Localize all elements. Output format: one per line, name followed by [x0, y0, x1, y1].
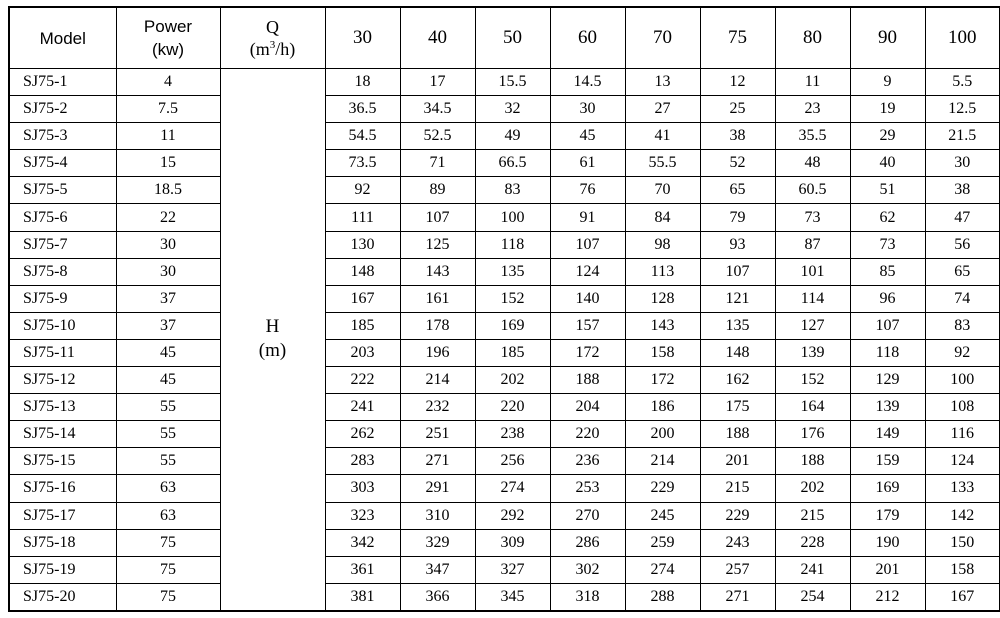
model-cell: SJ75-14 — [9, 421, 116, 448]
head-value-cell: 222 — [325, 367, 400, 394]
power-cell: 37 — [116, 285, 220, 312]
head-value-cell: 251 — [400, 421, 475, 448]
flow-unit-exponent: 3 — [269, 39, 276, 51]
head-value-cell: 108 — [925, 394, 1000, 421]
head-value-cell: 32 — [475, 96, 550, 123]
head-value-cell: 176 — [775, 421, 850, 448]
head-label-cell — [220, 69, 325, 611]
flow-value-header: 90 — [850, 7, 925, 69]
head-value-cell: 118 — [475, 231, 550, 258]
model-cell: SJ75-20 — [9, 583, 116, 611]
head-value-cell: 201 — [700, 448, 775, 475]
flow-value-header: 50 — [475, 7, 550, 69]
table-row — [9, 448, 1000, 475]
table-row — [9, 258, 1000, 285]
model-cell: SJ75-17 — [9, 502, 116, 529]
head-value-cell: 172 — [625, 367, 700, 394]
head-value-cell: 84 — [625, 204, 700, 231]
power-header-label: Power — [143, 17, 193, 36]
table-row — [9, 285, 1000, 312]
head-value-cell: 45 — [550, 123, 625, 150]
flow-unit-suffix: /h) — [275, 39, 296, 59]
head-value-cell: 48 — [775, 150, 850, 177]
flow-header-unit — [221, 38, 325, 60]
head-value-cell: 96 — [850, 285, 925, 312]
power-cell: 4 — [116, 69, 220, 96]
power-cell: 63 — [116, 502, 220, 529]
head-value-cell: 188 — [775, 448, 850, 475]
power-cell: 22 — [116, 204, 220, 231]
head-value-cell: 111 — [325, 204, 400, 231]
head-value-cell: 121 — [700, 285, 775, 312]
head-value-cell: 15.5 — [475, 69, 550, 96]
head-value-cell: 178 — [400, 312, 475, 339]
head-value-cell: 188 — [550, 367, 625, 394]
flow-header-label: Q — [266, 17, 279, 37]
head-value-cell: 214 — [400, 367, 475, 394]
power-cell: 30 — [116, 258, 220, 285]
head-value-cell: 9 — [850, 69, 925, 96]
head-value-cell: 14.5 — [550, 69, 625, 96]
flow-value-header: 70 — [625, 7, 700, 69]
head-value-cell: 204 — [550, 394, 625, 421]
power-cell: 55 — [116, 421, 220, 448]
head-value-cell: 158 — [925, 556, 1000, 583]
head-value-cell: 271 — [400, 448, 475, 475]
head-value-cell: 143 — [625, 312, 700, 339]
head-value-cell: 107 — [550, 231, 625, 258]
head-value-cell: 270 — [550, 502, 625, 529]
head-value-cell: 52 — [700, 150, 775, 177]
head-value-cell: 309 — [475, 529, 550, 556]
model-cell: SJ75-7 — [9, 231, 116, 258]
head-value-cell: 66.5 — [475, 150, 550, 177]
head-value-cell: 366 — [400, 583, 475, 611]
head-value-cell: 36.5 — [325, 96, 400, 123]
model-cell: SJ75-1 — [9, 69, 116, 96]
table-row — [9, 123, 1000, 150]
head-value-cell: 241 — [325, 394, 400, 421]
head-value-cell: 228 — [775, 529, 850, 556]
head-value-cell: 100 — [925, 367, 1000, 394]
head-value-cell: 30 — [925, 150, 1000, 177]
head-value-cell: 71 — [400, 150, 475, 177]
head-value-cell: 257 — [700, 556, 775, 583]
head-value-cell: 101 — [775, 258, 850, 285]
flow-value-header: 60 — [550, 7, 625, 69]
head-value-cell: 169 — [475, 312, 550, 339]
power-cell: 55 — [116, 394, 220, 421]
head-value-cell: 62 — [850, 204, 925, 231]
model-cell: SJ75-8 — [9, 258, 116, 285]
head-value-cell: 139 — [850, 394, 925, 421]
table-row — [9, 204, 1000, 231]
head-value-cell: 310 — [400, 502, 475, 529]
model-cell: SJ75-15 — [9, 448, 116, 475]
power-cell: 75 — [116, 529, 220, 556]
head-value-cell: 283 — [325, 448, 400, 475]
head-value-cell: 23 — [775, 96, 850, 123]
head-value-cell: 129 — [850, 367, 925, 394]
table-body — [9, 69, 1000, 611]
head-value-cell: 135 — [700, 312, 775, 339]
head-value-cell: 158 — [625, 339, 700, 366]
head-value-cell: 190 — [850, 529, 925, 556]
head-value-cell: 164 — [775, 394, 850, 421]
model-header: Model — [9, 7, 116, 69]
head-value-cell: 236 — [550, 448, 625, 475]
head-value-cell: 185 — [475, 339, 550, 366]
power-cell: 7.5 — [116, 96, 220, 123]
head-value-cell: 347 — [400, 556, 475, 583]
model-cell: SJ75-18 — [9, 529, 116, 556]
head-value-cell: 79 — [700, 204, 775, 231]
head-value-cell: 34.5 — [400, 96, 475, 123]
head-value-cell: 70 — [625, 177, 700, 204]
head-value-cell: 73 — [775, 204, 850, 231]
head-value-cell: 327 — [475, 556, 550, 583]
table-row — [9, 394, 1000, 421]
head-value-cell: 40 — [850, 150, 925, 177]
head-value-cell: 220 — [475, 394, 550, 421]
head-value-cell: 113 — [625, 258, 700, 285]
head-value-cell: 21.5 — [925, 123, 1000, 150]
head-value-cell: 116 — [925, 421, 1000, 448]
head-value-cell: 323 — [325, 502, 400, 529]
model-cell: SJ75-13 — [9, 394, 116, 421]
head-value-cell: 118 — [850, 339, 925, 366]
head-value-cell: 329 — [400, 529, 475, 556]
model-cell: SJ75-3 — [9, 123, 116, 150]
head-value-cell: 140 — [550, 285, 625, 312]
head-value-cell: 98 — [625, 231, 700, 258]
head-value-cell: 203 — [325, 339, 400, 366]
head-value-cell: 169 — [850, 475, 925, 502]
head-value-cell: 100 — [475, 204, 550, 231]
table-row — [9, 312, 1000, 339]
flow-value-header: 75 — [700, 7, 775, 69]
head-value-cell: 38 — [925, 177, 1000, 204]
head-value-cell: 259 — [625, 529, 700, 556]
head-value-cell: 127 — [775, 312, 850, 339]
head-value-cell: 12.5 — [925, 96, 1000, 123]
head-value-cell: 91 — [550, 204, 625, 231]
head-value-cell: 342 — [325, 529, 400, 556]
head-label: H — [265, 316, 280, 338]
head-value-cell: 148 — [700, 339, 775, 366]
head-value-cell: 35.5 — [775, 123, 850, 150]
head-value-cell: 83 — [925, 312, 1000, 339]
head-value-cell: 262 — [325, 421, 400, 448]
head-value-cell: 162 — [700, 367, 775, 394]
head-value-cell: 188 — [700, 421, 775, 448]
table-row — [9, 421, 1000, 448]
table-row — [9, 502, 1000, 529]
header-row — [9, 7, 1000, 69]
head-value-cell: 149 — [850, 421, 925, 448]
head-value-cell: 201 — [850, 556, 925, 583]
flow-value-header: 80 — [775, 7, 850, 69]
power-cell: 11 — [116, 123, 220, 150]
head-value-cell: 214 — [625, 448, 700, 475]
table-row — [9, 529, 1000, 556]
head-value-cell: 381 — [325, 583, 400, 611]
table-row — [9, 339, 1000, 366]
head-value-cell: 232 — [400, 394, 475, 421]
head-value-cell: 238 — [475, 421, 550, 448]
head-value-cell: 89 — [400, 177, 475, 204]
head-value-cell: 215 — [775, 502, 850, 529]
head-value-cell: 135 — [475, 258, 550, 285]
head-value-cell: 361 — [325, 556, 400, 583]
power-header-unit: (kw) — [151, 40, 185, 59]
head-value-cell: 130 — [325, 231, 400, 258]
head-value-cell: 124 — [925, 448, 1000, 475]
head-value-cell: 49 — [475, 123, 550, 150]
head-value-cell: 128 — [625, 285, 700, 312]
model-cell: SJ75-9 — [9, 285, 116, 312]
head-value-cell: 243 — [700, 529, 775, 556]
head-value-cell: 73 — [850, 231, 925, 258]
table-row — [9, 69, 1000, 96]
head-value-cell: 215 — [700, 475, 775, 502]
model-cell: SJ75-5 — [9, 177, 116, 204]
head-value-cell: 274 — [625, 556, 700, 583]
head-value-cell: 345 — [475, 583, 550, 611]
head-value-cell: 175 — [700, 394, 775, 421]
table-row — [9, 475, 1000, 502]
head-value-cell: 83 — [475, 177, 550, 204]
head-value-cell: 172 — [550, 339, 625, 366]
head-unit: (m) — [258, 340, 287, 362]
flow-value-header: 40 — [400, 7, 475, 69]
table-row — [9, 231, 1000, 258]
head-value-cell: 76 — [550, 177, 625, 204]
power-cell: 18.5 — [116, 177, 220, 204]
head-value-cell: 12 — [700, 69, 775, 96]
head-value-cell: 167 — [925, 583, 1000, 611]
head-value-cell: 74 — [925, 285, 1000, 312]
head-value-cell: 291 — [400, 475, 475, 502]
head-value-cell: 167 — [325, 285, 400, 312]
head-value-cell: 185 — [325, 312, 400, 339]
head-value-cell: 107 — [400, 204, 475, 231]
power-cell: 63 — [116, 475, 220, 502]
head-value-cell: 114 — [775, 285, 850, 312]
head-value-cell: 87 — [775, 231, 850, 258]
flow-value-header: 30 — [325, 7, 400, 69]
head-value-cell: 19 — [850, 96, 925, 123]
head-value-cell: 107 — [850, 312, 925, 339]
power-cell: 75 — [116, 583, 220, 611]
head-value-cell: 65 — [925, 258, 1000, 285]
head-value-cell: 93 — [700, 231, 775, 258]
head-value-cell: 85 — [850, 258, 925, 285]
head-value-cell: 54.5 — [325, 123, 400, 150]
head-value-cell: 229 — [625, 475, 700, 502]
head-value-cell: 107 — [700, 258, 775, 285]
table-row — [9, 150, 1000, 177]
head-value-cell: 27 — [625, 96, 700, 123]
head-value-cell: 152 — [775, 367, 850, 394]
head-value-cell: 142 — [925, 502, 1000, 529]
head-value-cell: 202 — [775, 475, 850, 502]
head-value-cell: 212 — [850, 583, 925, 611]
head-value-cell: 318 — [550, 583, 625, 611]
model-cell: SJ75-11 — [9, 339, 116, 366]
head-value-cell: 186 — [625, 394, 700, 421]
head-value-cell: 220 — [550, 421, 625, 448]
head-value-cell: 124 — [550, 258, 625, 285]
head-value-cell: 5.5 — [925, 69, 1000, 96]
head-value-cell: 41 — [625, 123, 700, 150]
model-cell: SJ75-2 — [9, 96, 116, 123]
head-value-cell: 139 — [775, 339, 850, 366]
head-value-cell: 11 — [775, 69, 850, 96]
head-value-cell: 51 — [850, 177, 925, 204]
power-cell: 75 — [116, 556, 220, 583]
table-row — [9, 177, 1000, 204]
head-value-cell: 302 — [550, 556, 625, 583]
power-cell: 15 — [116, 150, 220, 177]
head-value-cell: 29 — [850, 123, 925, 150]
head-value-cell: 143 — [400, 258, 475, 285]
head-value-cell: 13 — [625, 69, 700, 96]
table-row — [9, 367, 1000, 394]
head-value-cell: 292 — [475, 502, 550, 529]
head-value-cell: 38 — [700, 123, 775, 150]
flow-unit-prefix: (m — [249, 39, 270, 59]
model-cell: SJ75-6 — [9, 204, 116, 231]
table-row — [9, 556, 1000, 583]
head-value-cell: 30 — [550, 96, 625, 123]
head-value-cell: 253 — [550, 475, 625, 502]
head-value-cell: 92 — [325, 177, 400, 204]
head-value-cell: 159 — [850, 448, 925, 475]
head-value-cell: 202 — [475, 367, 550, 394]
head-value-cell: 73.5 — [325, 150, 400, 177]
head-value-cell: 274 — [475, 475, 550, 502]
head-value-cell: 125 — [400, 231, 475, 258]
table-row — [9, 96, 1000, 123]
head-value-cell: 157 — [550, 312, 625, 339]
head-value-cell: 133 — [925, 475, 1000, 502]
head-value-cell: 17 — [400, 69, 475, 96]
power-cell: 45 — [116, 339, 220, 366]
head-value-cell: 150 — [925, 529, 1000, 556]
flow-header — [220, 7, 325, 69]
model-cell: SJ75-16 — [9, 475, 116, 502]
model-cell: SJ75-10 — [9, 312, 116, 339]
power-cell: 37 — [116, 312, 220, 339]
head-value-cell: 56 — [925, 231, 1000, 258]
head-value-cell: 52.5 — [400, 123, 475, 150]
head-value-cell: 254 — [775, 583, 850, 611]
head-value-cell: 286 — [550, 529, 625, 556]
model-cell: SJ75-12 — [9, 367, 116, 394]
head-value-cell: 196 — [400, 339, 475, 366]
head-value-cell: 55.5 — [625, 150, 700, 177]
table-row — [9, 583, 1000, 611]
head-value-cell: 148 — [325, 258, 400, 285]
head-value-cell: 61 — [550, 150, 625, 177]
head-value-cell: 200 — [625, 421, 700, 448]
head-value-cell: 92 — [925, 339, 1000, 366]
power-cell: 55 — [116, 448, 220, 475]
model-cell: SJ75-4 — [9, 150, 116, 177]
head-value-cell: 47 — [925, 204, 1000, 231]
power-cell: 45 — [116, 367, 220, 394]
head-value-cell: 161 — [400, 285, 475, 312]
head-value-cell: 303 — [325, 475, 400, 502]
power-header — [116, 7, 220, 69]
power-cell: 30 — [116, 231, 220, 258]
head-value-cell: 241 — [775, 556, 850, 583]
head-value-cell: 25 — [700, 96, 775, 123]
head-value-cell: 245 — [625, 502, 700, 529]
head-value-cell: 60.5 — [775, 177, 850, 204]
pump-performance-table — [8, 6, 1000, 612]
head-value-cell: 256 — [475, 448, 550, 475]
model-cell: SJ75-19 — [9, 556, 116, 583]
head-value-cell: 18 — [325, 69, 400, 96]
head-value-cell: 288 — [625, 583, 700, 611]
head-value-cell: 152 — [475, 285, 550, 312]
flow-value-header: 100 — [925, 7, 1000, 69]
head-value-cell: 229 — [700, 502, 775, 529]
head-value-cell: 179 — [850, 502, 925, 529]
head-value-cell: 271 — [700, 583, 775, 611]
head-value-cell: 65 — [700, 177, 775, 204]
